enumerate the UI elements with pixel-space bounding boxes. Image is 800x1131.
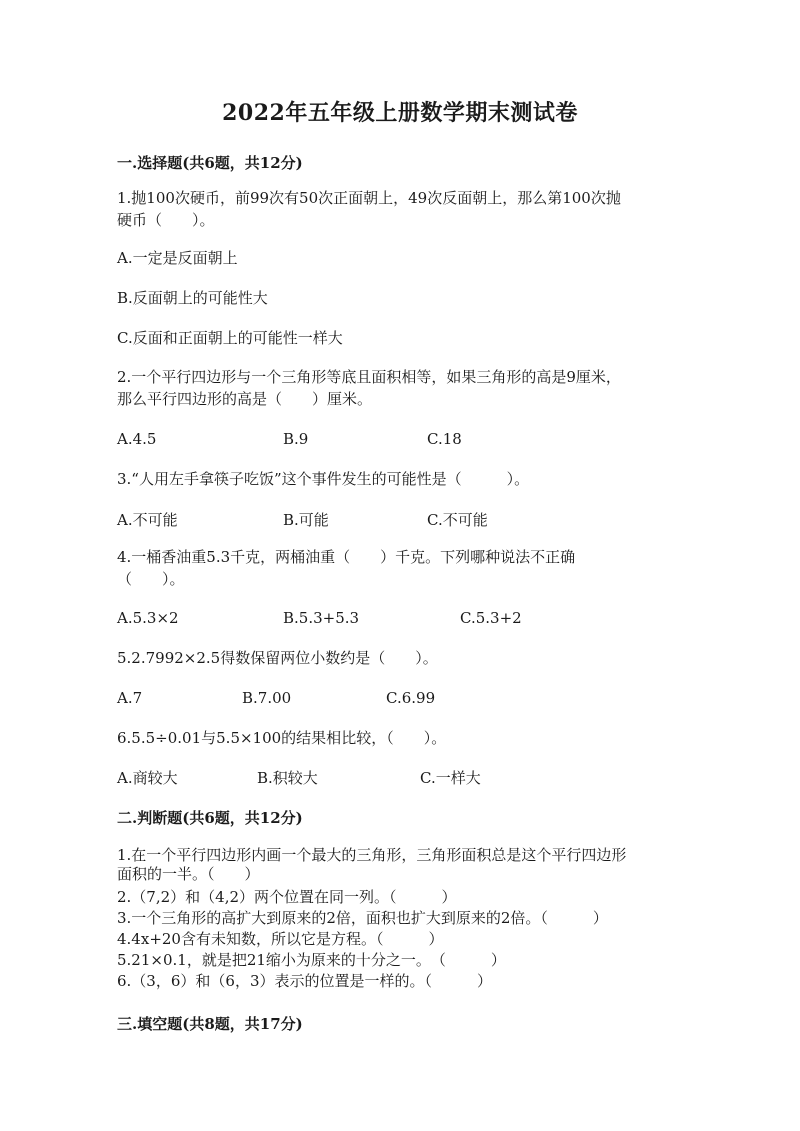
question-3-option-c: C.不可能	[427, 511, 488, 529]
judge-line-4: 3.一个三角形的高扩大到原来的2倍，面积也扩大到原来的2倍。（ ）	[117, 909, 608, 927]
question-3-line-1: 3.“人用左手拿筷子吃饭”这个事件发生的可能性是（ ）。	[117, 470, 530, 488]
question-4-line-1: 4.一桶香油重5.3千克，两桶油重（ ）千克。下列哪种说法不正确	[117, 548, 576, 566]
question-3-option-b: B.可能	[283, 511, 329, 529]
section-heading-choice: 一.选择题(共6题，共12分)	[117, 154, 303, 172]
question-2-line-2: 那么平行四边形的高是（ ）厘米。	[117, 390, 373, 408]
section-heading-fill: 三.填空题(共8题，共17分)	[117, 1015, 303, 1033]
question-5-option-c: C.6.99	[386, 689, 436, 707]
judge-line-5: 4.4x+20含有未知数，所以它是方程。（ ）	[117, 930, 444, 948]
question-1-line-1: 1.抛100次硬币，前99次有50次正面朝上，49次反面朝上，那么第100次抛	[117, 189, 621, 207]
question-6-line-1: 6.5.5÷0.01与5.5×100的结果相比较，（ ）。	[117, 729, 447, 747]
question-4-option-a: A.5.3×2	[117, 609, 179, 627]
question-6-option-b: B.积较大	[257, 769, 318, 787]
question-4-option-b: B.5.3+5.3	[283, 609, 360, 627]
question-1-option-c: C.反面和正面朝上的可能性一样大	[117, 329, 343, 347]
judge-line-1: 1.在一个平行四边形内画一个最大的三角形，三角形面积总是这个平行四边形	[117, 846, 627, 864]
question-5-line-1: 5.2.7992×2.5得数保留两位小数约是（ ）。	[117, 649, 438, 667]
question-2-option-c: C.18	[427, 430, 462, 448]
question-2-option-a: A.4.5	[117, 430, 157, 448]
question-3-option-a: A.不可能	[117, 511, 178, 529]
question-4-line-2: （ ）。	[117, 570, 185, 588]
judge-line-2: 面积的一半。（ ）	[117, 865, 260, 883]
question-6-option-a: A.商较大	[117, 769, 178, 787]
question-2-line-1: 2.一个平行四边形与一个三角形等底且面积相等，如果三角形的高是9厘米，	[117, 368, 621, 386]
question-1-option-a: A.一定是反面朝上	[117, 249, 238, 267]
question-6-option-c: C.一样大	[420, 769, 481, 787]
exam-title: 2022年五年级上册数学期末测试卷	[222, 100, 578, 126]
judge-line-3: 2.（7,2）和（4,2）两个位置在同一列。（ ）	[117, 888, 457, 906]
question-5-option-a: A.7	[117, 689, 143, 707]
question-4-option-c: C.5.3+2	[460, 609, 522, 627]
question-2-option-b: B.9	[283, 430, 309, 448]
judge-line-7: 6.（3，6）和（6，3）表示的位置是一样的。（ ）	[117, 972, 492, 990]
section-heading-judge: 二.判断题(共6题，共12分)	[117, 809, 303, 827]
question-1-option-b: B.反面朝上的可能性大	[117, 289, 268, 307]
question-1-line-2: 硬币（ ）。	[117, 211, 215, 229]
question-5-option-b: B.7.00	[242, 689, 292, 707]
judge-line-6: 5.21×0.1，就是把21缩小为原来的十分之一。 （ ）	[117, 951, 506, 969]
